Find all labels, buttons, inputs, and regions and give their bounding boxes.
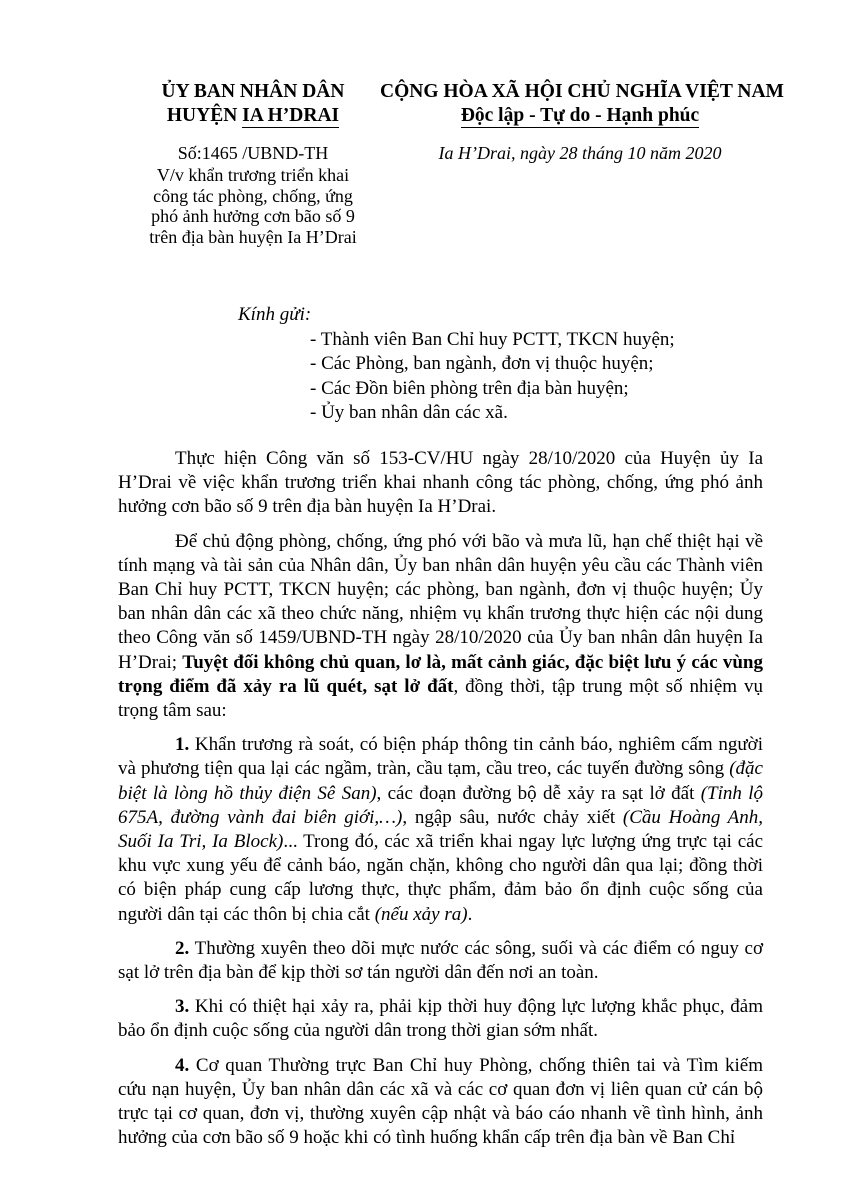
task-number: 2. bbox=[175, 937, 190, 959]
authority-line-2b: IA H’DRAI bbox=[242, 105, 340, 126]
task-text: , các đoạn đường bộ dễ xảy ra sạt lở đất bbox=[376, 782, 701, 804]
subject-line: công tác phòng, chống, ứng bbox=[153, 185, 353, 206]
task-number: 4. bbox=[175, 1054, 190, 1076]
task-text: Thường xuyên theo dõi mực nước các sông, suối và các điểm có nguy cơ sạt lở trên địa bàn để kịp thời sơ tán người dân đến nơi an toàn. bbox=[118, 937, 763, 984]
task-note: (nếu xảy ra) bbox=[374, 903, 468, 925]
place-date: Ia H’Drai, ngày 28 tháng 10 năm 2020 bbox=[438, 143, 722, 163]
nation-name: CỘNG HÒA XÃ HỘI CHỦ NGHĨA VIỆT NAM bbox=[380, 81, 784, 102]
paragraph-request bbox=[118, 530, 763, 724]
recipient-item: - Thành viên Ban Chỉ huy PCTT, TKCN huyện; bbox=[310, 329, 675, 350]
document-number: Số:1465 /UBND-TH bbox=[177, 143, 329, 163]
addressee-label: Kính gửi: bbox=[238, 304, 312, 325]
recipient-item: - Các Đồn biên phòng trên địa bàn huyện; bbox=[310, 377, 629, 399]
subject-line: phó ảnh hưởng cơn bão số 9 bbox=[151, 206, 355, 226]
task-note: (đặc biệt là lòng hồ thủy điện Sê San) bbox=[118, 758, 763, 804]
national-motto bbox=[380, 80, 784, 128]
request-text-end: , đồng thời, tập trung một số nhiệm vụ trọng tâm sau: bbox=[118, 675, 763, 722]
task-text: Cơ quan Thường trực Ban Chỉ huy Phòng, chống thiên tai và Tìm kiếm cứu nạn huyện, Ủy ban nhân dân các xã và các cơ quan đơn vị liên quan cử cán bộ trực tại cơ quan, đơn vị, thường xuyên cập nhật và báo cáo nhanh về tình hình, ảnh hưởng của cơn bão số 9 hoặc khi có tình huống khẩn cấp trên địa bàn về Ban Chỉ bbox=[118, 1054, 763, 1149]
task-number: 1. bbox=[175, 734, 190, 756]
authority-line-2 bbox=[128, 104, 378, 128]
recipient-item: - Các Phòng, ban ngành, đơn vị thuộc huyện; bbox=[310, 353, 654, 375]
request-text: Để chủ động phòng, chống, ứng phó với bão và mưa lũ, hạn chế thiệt hại về tính mạng và tài sản của Nhân dân, Ủy ban nhân dân huyện yêu cầu các Thành viên Ban Chỉ huy PCTT, TKCN huyện; các phòng, ban ngành, đơn vị thuộc huyện; Ủy ban nhân dân các xã theo chức năng, nhiệm vụ khẩn trương thực hiện các nội dung theo Công văn số 1459/UBND-TH ngày 28/10/2020 của Ủy ban nhân dân huyện Ia H’Drai; bbox=[118, 530, 763, 673]
document-subject bbox=[128, 165, 378, 247]
paragraph-intro: Thực hiện Công văn số 153-CV/HU ngày 28/10/2020 của Huyện ủy Ia H’Drai về việc khẩn trương triển khai nhanh công tác phòng, chống, ứng phó ảnh hưởng cơn bão số 9 trên địa bàn huyện Ia H’Drai. bbox=[118, 448, 763, 518]
motto-line bbox=[380, 104, 780, 128]
task-note: (Cầu Hoàng Anh, Suối Ia Tri, Ia Block) bbox=[118, 806, 764, 853]
task-note: (Tỉnh lộ 675A, đường vành đai biên giới,…) bbox=[118, 782, 764, 828]
task-text: ... Trong đó, các xã triển khai ngay lực lượng ứng trực tại các khu vực xung yếu để cảnh báo, ngăn chặn, không cho người dân qua lại; đồng thời có biện pháp cung cấp lương thực, thực phẩm, đảm bảo ổn định cuộc sống của người dân tại các thôn bị chia cắt bbox=[118, 831, 764, 925]
task-item-3 bbox=[118, 995, 763, 1043]
task-text: , ngập sâu, nước chảy xiết bbox=[402, 806, 623, 828]
task-item-2 bbox=[118, 937, 763, 985]
task-text: . bbox=[467, 903, 473, 925]
subject-line: V/v khẩn trương triển khai bbox=[156, 165, 350, 185]
task-item-1 bbox=[118, 733, 763, 927]
issuing-authority bbox=[128, 80, 378, 128]
task-item-4 bbox=[118, 1054, 763, 1151]
authority-line-1: ỦY BAN NHÂN DÂN bbox=[161, 81, 345, 102]
recipient-item: - Ủy ban nhân dân các xã. bbox=[310, 401, 508, 423]
task-text: Khẩn trương rà soát, có biện pháp thông tin cảnh báo, nghiêm cấm người và phương tiện qua lại các ngầm, tràn, cầu tạm, cầu treo, các tuyến đường sông bbox=[118, 734, 763, 780]
task-text: Khi có thiệt hại xảy ra, phải kịp thời huy động lực lượng khắc phục, đảm bảo ổn định cuộc sống của người dân trong thời gian sớm nhất. bbox=[118, 996, 763, 1042]
recipient-list bbox=[310, 328, 675, 425]
subject-line: trên địa bàn huyện Ia H’Drai bbox=[149, 226, 357, 247]
request-emphasis: Tuyệt đối không chủ quan, lơ là, mất cảnh giác, đặc biệt lưu ý các vùng trọng điểm đã xảy ra lũ quét, sạt lở đất bbox=[118, 651, 763, 697]
authority-line-2a: HUYỆN bbox=[166, 105, 238, 126]
motto-text: Độc lập - Tự do - Hạnh phúc bbox=[460, 105, 700, 126]
task-number: 3. bbox=[175, 996, 190, 1018]
document-body bbox=[118, 447, 763, 1160]
